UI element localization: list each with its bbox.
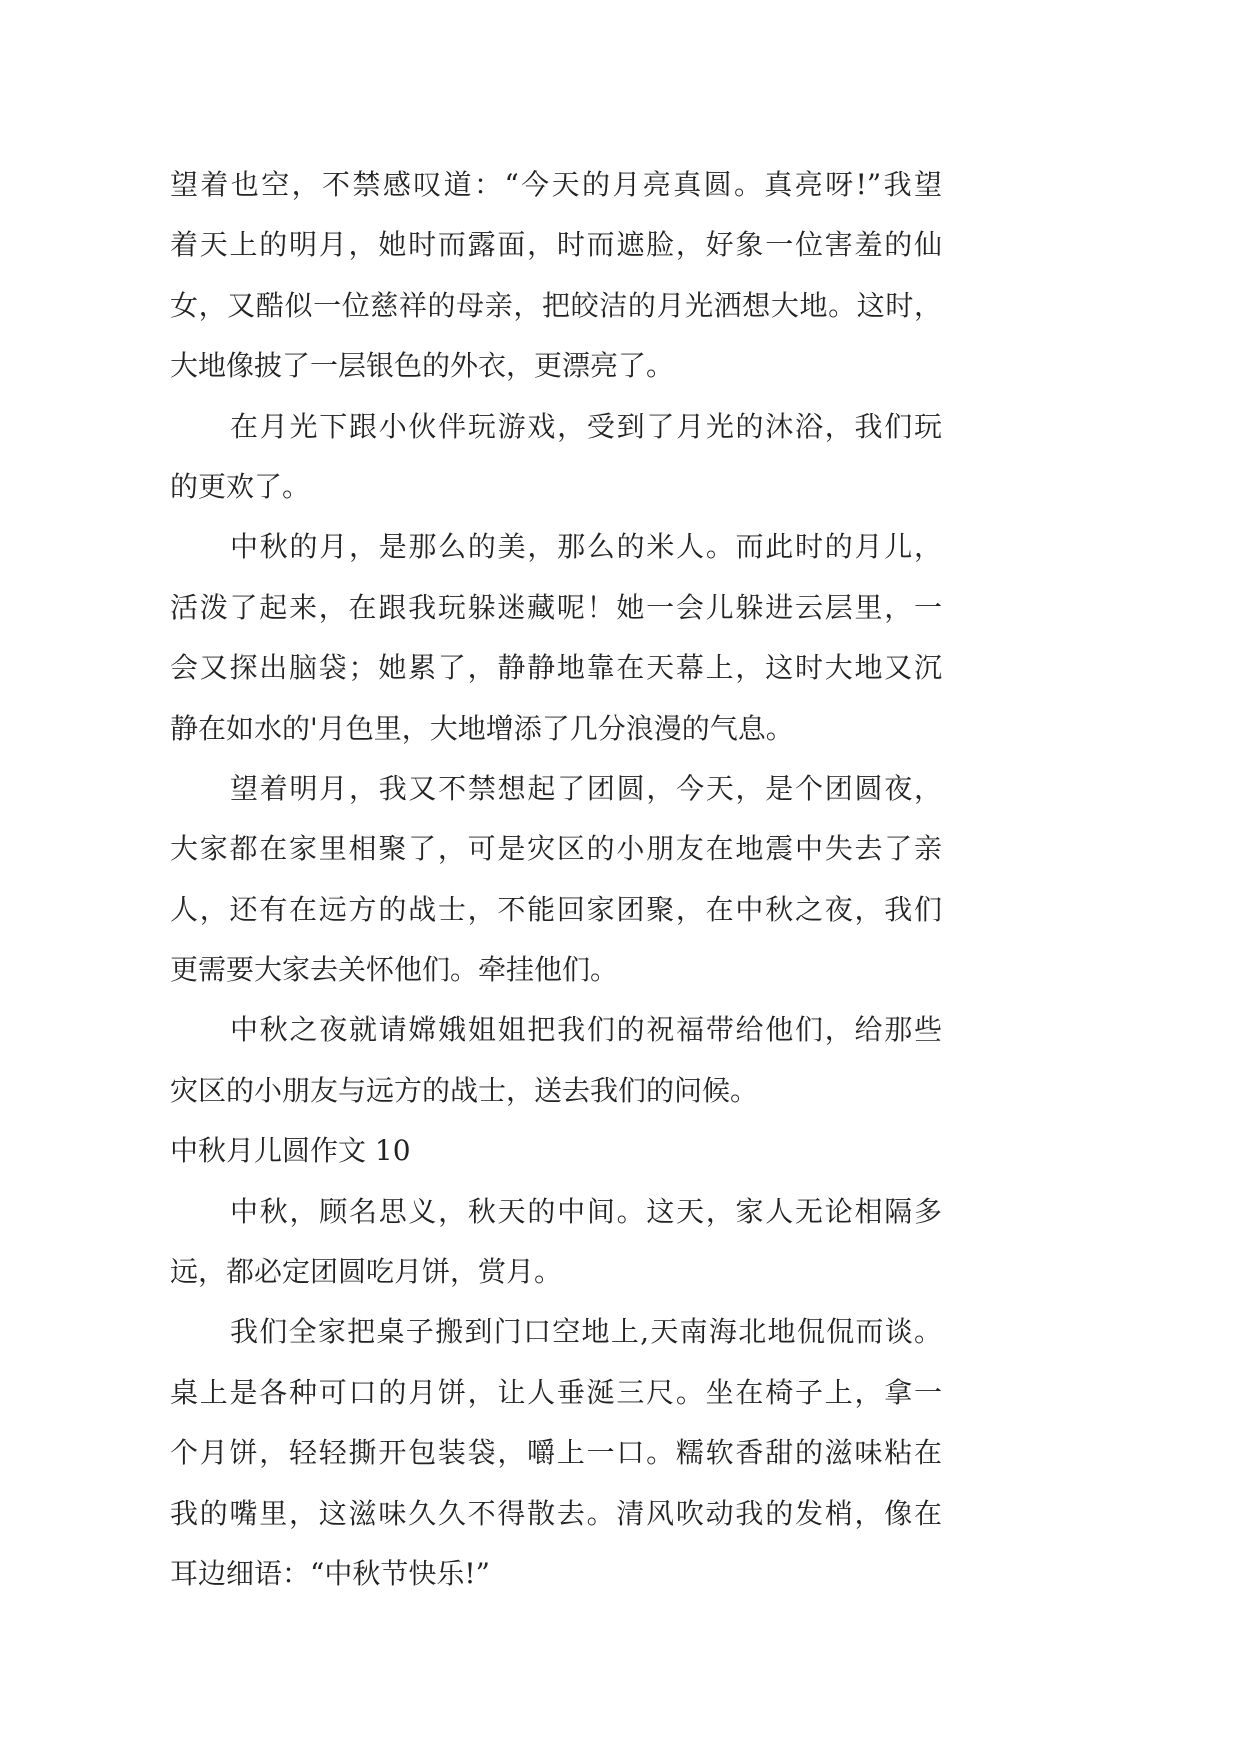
paragraph: [170, 759, 942, 1001]
paragraph: [170, 397, 942, 518]
paragraph: [170, 1182, 942, 1303]
essay-title-text: 中秋月儿圆作文 10: [170, 1134, 411, 1168]
text-line: 更需要大家去关怀他们。牵挂他们。: [170, 953, 619, 987]
text-line: 着天上的明月，她时而露面，时而遮脸，好象一位害羞的仙: [170, 228, 942, 262]
text-line: 女，又酷似一位慈祥的母亲，把皎洁的月光洒想大地。这时，: [170, 288, 942, 322]
text-line: 中秋的月，是那么的美，那么的米人。而此时的月儿，: [230, 530, 942, 564]
text-line: 远，都必定团圆吃月饼，赏月。: [170, 1255, 563, 1289]
text-line: 静在如水的'月色里，大地增添了几分浪漫的气息。: [170, 711, 794, 745]
text-line: 我们全家把桌子搬到门口空地上,天南海北地侃侃而谈。: [230, 1315, 942, 1349]
paragraph: [170, 155, 942, 397]
text-line: 中秋之夜就请嫦娥姐姐把我们的祝福带给他们，给那些: [230, 1013, 942, 1047]
text-line: 的更欢了。: [170, 469, 311, 503]
text-line: 耳边细语：“中秋节快乐!”: [170, 1556, 490, 1590]
text-line: 大地像披了一层银色的外衣，更漂亮了。: [170, 349, 675, 383]
paragraph: [170, 1000, 942, 1121]
document-body: [170, 155, 942, 1604]
text-line: 中秋，顾名思义，秋天的中间。这天，家人无论相隔多: [230, 1194, 942, 1228]
text-line: 望着也空，不禁感叹道：“今天的月亮真圆。真亮呀!”我望: [170, 168, 942, 201]
paragraph: [170, 1302, 942, 1604]
text-line: 望着明月，我又不禁想起了团圆，今天，是个团圆夜，: [230, 771, 942, 805]
text-line: 灾区的小朋友与远方的战士，送去我们的问候。: [170, 1073, 759, 1107]
text-line: 活泼了起来，在跟我玩躲迷藏呢！她一会儿躲进云层里，一: [170, 590, 942, 624]
text-line: 我的嘴里，这滋味久久不得散去。清风吹动我的发梢，像在: [170, 1496, 942, 1530]
essay-title: [170, 1121, 942, 1181]
text-line: 桌上是各种可口的月饼，让人垂涎三尺。坐在椅子上，拿一: [170, 1375, 942, 1409]
text-line: 个月饼，轻轻撕开包装袋，嚼上一口。糯软香甜的滋味粘在: [170, 1436, 942, 1470]
text-line: 人，还有在远方的战士，不能回家团聚，在中秋之夜，我们: [170, 892, 942, 926]
text-line: 大家都在家里相聚了，可是灾区的小朋友在地震中失去了亲: [170, 832, 942, 866]
text-line: 在月光下跟小伙伴玩游戏，受到了月光的沐浴，我们玩: [230, 409, 942, 443]
paragraph: [170, 517, 942, 759]
text-line: 会又探出脑袋；她累了，静静地靠在天幕上，这时大地又沉: [170, 651, 942, 685]
